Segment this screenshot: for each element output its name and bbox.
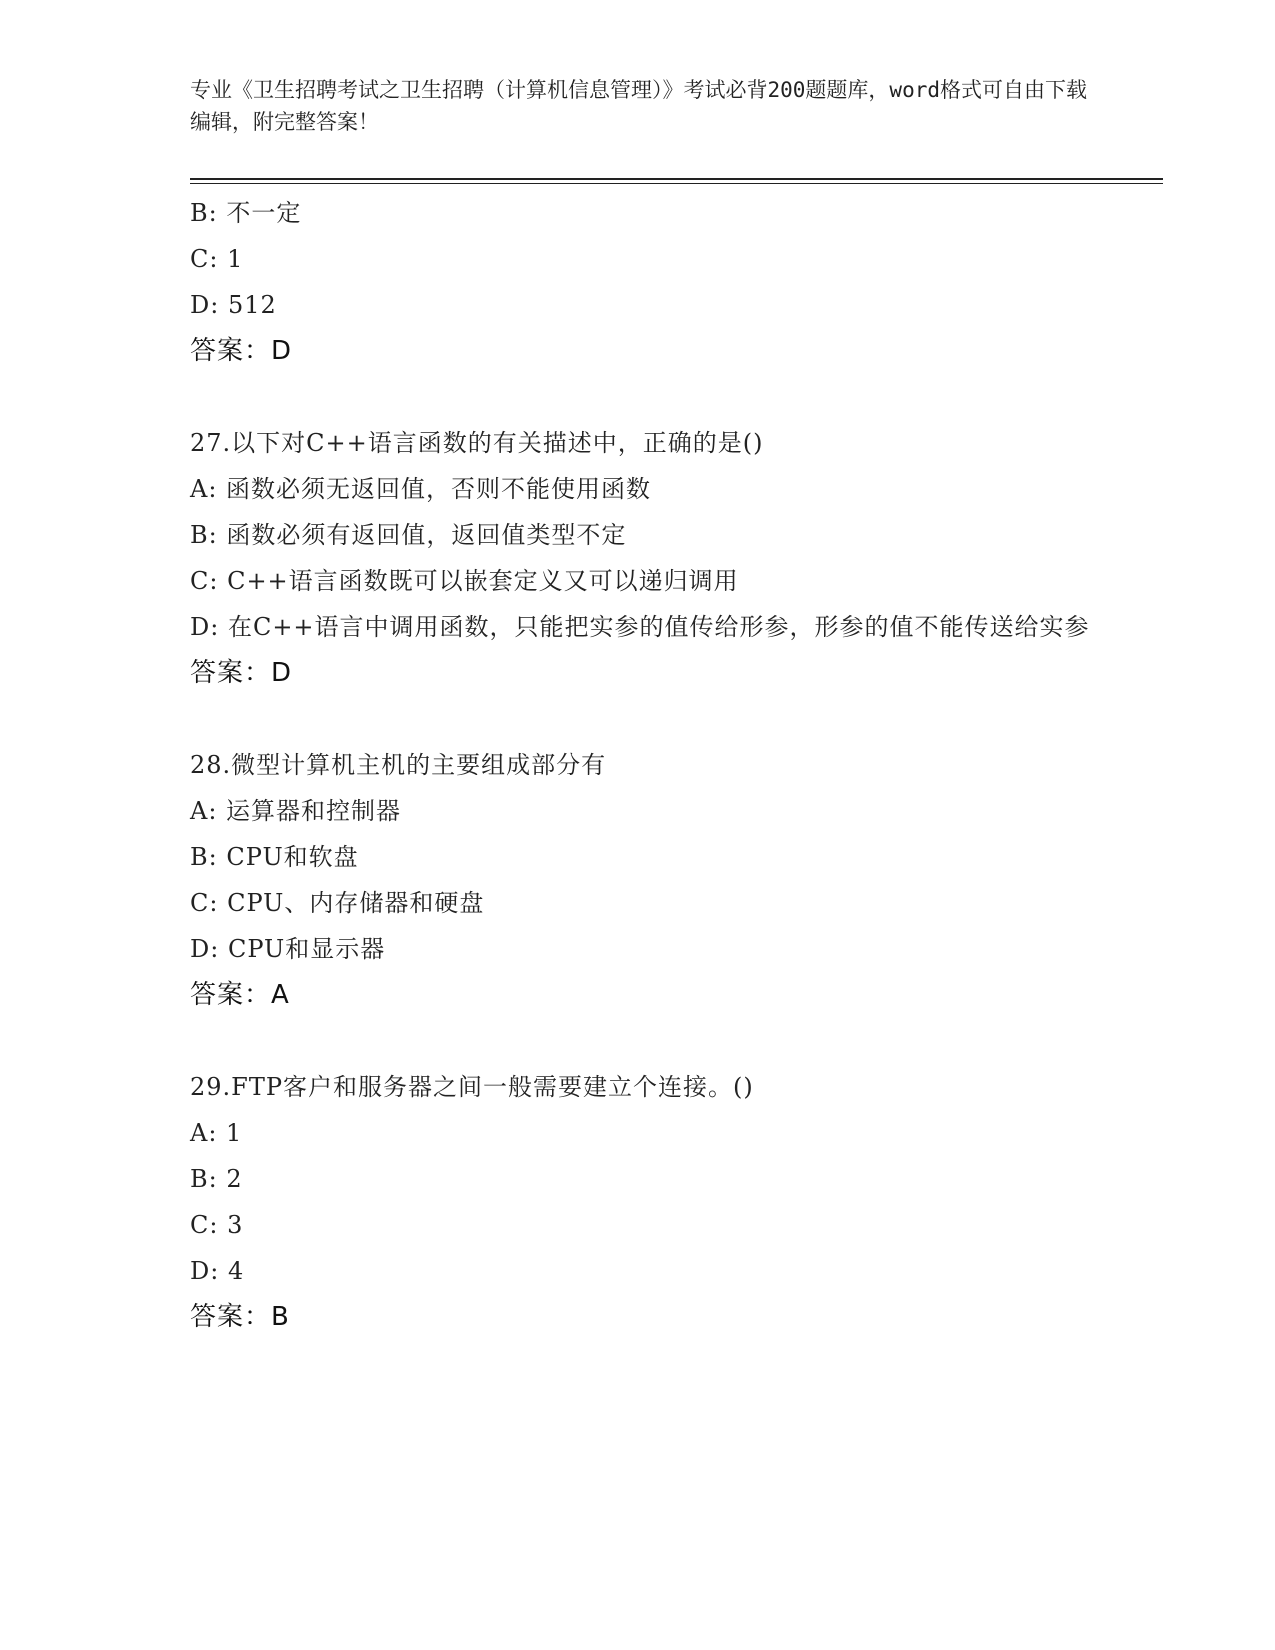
option-b: B: CPU和软盘 bbox=[190, 843, 359, 871]
option-c: C: 1 bbox=[190, 245, 244, 273]
option-d: D: CPU和显示器 bbox=[190, 935, 386, 963]
option-b: B: 函数必须有返回值，返回值类型不定 bbox=[190, 521, 627, 549]
option-d: D: 在C++语言中调用函数，只能把实参的值传给形参，形参的值不能传送给实参 bbox=[190, 613, 1090, 641]
option-a: A: 1 bbox=[190, 1119, 243, 1147]
option-b: B: 不一定 bbox=[190, 199, 302, 227]
option-a: A: 函数必须无返回值，否则不能使用函数 bbox=[190, 475, 652, 503]
option-b: B: 2 bbox=[190, 1165, 243, 1193]
question-block-29 bbox=[190, 1064, 1090, 1340]
option-d: D: 4 bbox=[190, 1257, 245, 1285]
question-block-28 bbox=[190, 742, 1090, 1018]
question-stem: 27.以下对C++语言函数的有关描述中，正确的是() bbox=[190, 429, 764, 457]
answer-text: 答案：D bbox=[190, 658, 293, 688]
answer-text: 答案：D bbox=[190, 336, 293, 366]
question-list bbox=[190, 190, 1090, 1340]
question-block-previous bbox=[190, 190, 1090, 374]
document-header: 专业《卫生招聘考试之卫生招聘（计算机信息管理）》考试必背200题题库，word格式可自由下载编辑，附完整答案！ bbox=[190, 78, 1087, 134]
question-stem: 29.FTP客户和服务器之间一般需要建立个连接。() bbox=[190, 1073, 754, 1101]
answer-text: 答案：A bbox=[190, 980, 290, 1010]
option-c: C: 3 bbox=[190, 1211, 244, 1239]
option-c: C: C++语言函数既可以嵌套定义又可以递归调用 bbox=[190, 567, 739, 595]
option-c: C: CPU、内存储器和硬盘 bbox=[190, 889, 485, 917]
option-a: A: 运算器和控制器 bbox=[190, 797, 402, 825]
question-stem: 28.微型计算机主机的主要组成部分有 bbox=[190, 751, 607, 779]
header-divider-thick bbox=[190, 178, 1163, 180]
answer-text: 答案：B bbox=[190, 1302, 290, 1332]
header-divider-thin bbox=[190, 183, 1163, 184]
question-block-27 bbox=[190, 420, 1090, 696]
option-d: D: 512 bbox=[190, 291, 277, 319]
